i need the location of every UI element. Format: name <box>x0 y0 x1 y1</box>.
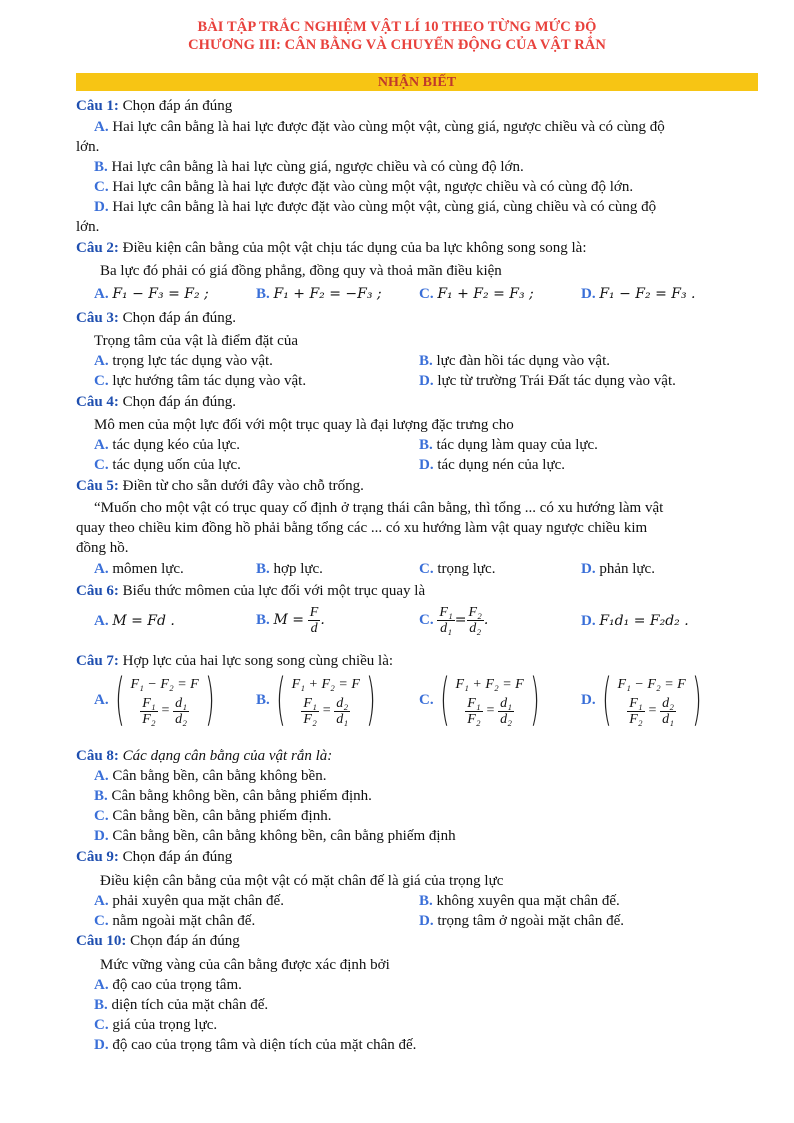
option-label: B. <box>94 788 108 804</box>
q5-option-a <box>94 560 184 578</box>
numerator: d₂ <box>662 695 674 711</box>
option-label: B. <box>256 691 270 708</box>
denominator: F₂ <box>629 711 643 727</box>
q4-option-a <box>94 436 240 454</box>
option-label: B. <box>256 561 270 577</box>
denominator: d₂ <box>469 621 482 637</box>
ratio-equation: $\frac{\text{F₁}}{\text{F₂}}$ = $\frac{\text{d₂}}{\text{d₁}}$ <box>629 695 674 727</box>
option-label: C. <box>419 561 434 577</box>
option-text: Cân bằng không bền, cân bằng phiếm định. <box>111 788 372 804</box>
denominator: F₂ <box>303 711 317 727</box>
left-paren: ( <box>114 667 125 732</box>
q7-option-c <box>419 667 546 732</box>
option-formula: F₁ − F₂ = F₃ . <box>599 286 696 302</box>
numerator: F₁ <box>303 695 317 711</box>
question-3 <box>76 309 236 327</box>
question-label: Câu 7: <box>76 653 119 669</box>
question-label: Câu 2: <box>76 240 119 256</box>
fraction <box>437 605 454 636</box>
option-text: mômen lực. <box>112 561 184 577</box>
punctuation: . <box>483 612 489 628</box>
option-text: phản lực. <box>599 561 655 577</box>
question-10 <box>76 932 240 950</box>
option-label: D. <box>581 691 596 708</box>
q5-intro-cont: quay theo chiều kim đồng hồ phải bằng tổng các ... có xu hướng làm vật quay ngược chiều kim <box>76 520 648 536</box>
option-label: C. <box>94 179 109 195</box>
question-9 <box>76 848 232 866</box>
question-6 <box>76 582 425 600</box>
option-text: độ cao của trọng tâm. <box>112 977 242 993</box>
sum-equation: F₁ + F₂ = F <box>455 676 524 692</box>
option-label: D. <box>581 613 596 629</box>
question-stem: Biểu thức mômen của lực đối với một trục quay là <box>122 583 426 599</box>
fraction <box>334 696 350 727</box>
option-label: D. <box>94 828 109 844</box>
option-label: D. <box>419 373 434 389</box>
question-label: Câu 10: <box>76 933 127 949</box>
option-text: lực từ trường Trái Đất tác dụng vào vật. <box>437 373 676 389</box>
q7-option-b <box>256 667 382 732</box>
fraction <box>627 696 644 727</box>
question-stem: Hợp lực của hai lực song song cùng chiều là: <box>122 653 394 669</box>
numerator: F₁ <box>467 695 481 711</box>
option-text: tác dụng uốn của lực. <box>112 457 241 473</box>
denominator: d₂ <box>500 711 512 727</box>
question-stem: Chọn đáp án đúng <box>122 98 233 114</box>
option-text: Cân bằng bền, cân bằng phiếm định. <box>112 808 332 824</box>
fraction <box>173 696 189 727</box>
option-formula: F₁ + F₂ = −F₃ ; <box>273 286 382 302</box>
question-2 <box>76 239 587 257</box>
question-label: Câu 5: <box>76 478 119 494</box>
numerator: F <box>309 605 319 621</box>
q2-option-b <box>256 285 382 303</box>
q9-intro: Điều kiện cân bằng của một vật có mặt chân đế là giá của trọng lực <box>100 873 504 889</box>
q9-option-a <box>94 892 284 910</box>
option-label: B. <box>419 353 433 369</box>
option-label: C. <box>94 457 109 473</box>
option-label: A. <box>94 613 109 629</box>
option-text: không xuyên qua mặt chân đế. <box>436 893 620 909</box>
option-text: trọng lực tác dụng vào vật. <box>112 353 273 369</box>
question-stem: Chọn đáp án đúng. <box>122 310 236 326</box>
option-label: B. <box>419 893 433 909</box>
sum-equation: F₁ + F₂ = F <box>291 676 360 692</box>
question-4 <box>76 393 236 411</box>
q3-option-b <box>419 352 610 370</box>
q9-option-d <box>419 912 624 930</box>
option-text: tác dụng nén của lực. <box>437 457 566 473</box>
question-label: Câu 4: <box>76 394 119 410</box>
option-label: A. <box>94 893 109 909</box>
option-label: B. <box>94 997 108 1013</box>
option-label: A. <box>94 437 109 453</box>
equation-system <box>130 674 198 727</box>
punctuation: . <box>320 612 325 628</box>
equation-system <box>455 674 523 727</box>
level-banner: NHẬN BIẾT <box>76 73 758 91</box>
question-8 <box>76 747 332 765</box>
right-paren: ) <box>365 667 376 732</box>
option-formula: F₁ + F₂ = F₃ ; <box>437 286 534 302</box>
numerator: F₁ <box>629 695 643 711</box>
q4-option-d <box>419 456 565 474</box>
denominator: F₂ <box>467 711 481 727</box>
q10-option-b <box>94 996 268 1014</box>
ratio-equation: $\frac{\text{F₁}}{\text{F₂}}$ = $\frac{\text{d₂}}{\text{d₁}}$ <box>303 695 349 727</box>
numerator: d₂ <box>336 695 349 711</box>
option-label: C. <box>419 286 434 302</box>
equation-system <box>292 674 360 727</box>
q1-option-d <box>94 198 656 216</box>
question-label: Câu 6: <box>76 583 119 599</box>
q6-option-a <box>94 612 175 630</box>
option-label: C. <box>94 373 109 389</box>
q10-option-a <box>94 976 242 994</box>
q1-option-b <box>94 158 524 176</box>
fraction <box>467 605 484 636</box>
denominator: d₂ <box>175 711 187 727</box>
ratio-equation: $\frac{\text{F₁}}{\text{F₂}}$ = $\frac{\text{d₁}}{\text{d₂}}$ <box>142 695 187 727</box>
question-1 <box>76 97 232 115</box>
fraction <box>465 696 482 727</box>
denominator: d₁ <box>440 621 452 637</box>
denominator: d <box>310 621 318 637</box>
right-paren: ) <box>691 667 702 732</box>
option-text: Hai lực cân bằng là hai lực được đặt vào cùng một vật, ngược chiều và có cùng độ lớn. <box>112 179 634 195</box>
option-text: tác dụng làm quay của lực. <box>436 437 598 453</box>
fraction <box>498 696 514 727</box>
fraction <box>140 696 157 727</box>
q2-option-a <box>94 285 209 303</box>
option-formula: M = Fd . <box>112 613 175 629</box>
q1-option-d-cont: lớn. <box>76 219 100 235</box>
option-text: trọng lực. <box>437 561 496 577</box>
q3-option-d <box>419 372 676 390</box>
option-formula: F₁ − F₃ = F₂ ; <box>112 286 209 302</box>
option-text: Hai lực cân bằng là hai lực được đặt vào cùng một vật, cùng giá, cùng chiều và có cùng độ <box>112 199 657 215</box>
option-label: C. <box>94 808 109 824</box>
q8-option-b <box>94 787 372 805</box>
equals-sign: = <box>454 612 467 628</box>
option-label: D. <box>419 913 434 929</box>
option-label: B. <box>256 286 270 302</box>
question-label: Câu 3: <box>76 310 119 326</box>
option-label: B. <box>256 612 270 628</box>
q1-option-a <box>94 118 665 136</box>
question-5 <box>76 477 364 495</box>
numerator: d₁ <box>175 695 187 711</box>
q5-intro: “Muốn cho một vật có trục quay cố định ở trạng thái cân bằng, thì tổng ... có xu hướng làm vật <box>94 500 664 516</box>
option-text: lực đàn hồi tác dụng vào vật. <box>436 353 611 369</box>
option-text: hợp lực. <box>273 561 323 577</box>
numerator: F₂ <box>468 605 482 621</box>
q3-option-c <box>94 372 306 390</box>
option-text: giá của trọng lực. <box>112 1017 218 1033</box>
left-paren: ( <box>601 667 612 732</box>
option-label: C. <box>94 913 109 929</box>
chapter-title: CHƯƠNG III: CÂN BẰNG VÀ CHUYỂN ĐỘNG CỦA VẬT RẮN <box>188 37 606 53</box>
option-label: C. <box>419 691 434 708</box>
q1-option-c <box>94 178 633 196</box>
option-label: D. <box>94 199 109 215</box>
question-stem: Chọn đáp án đúng <box>122 849 233 865</box>
option-label: A. <box>94 561 109 577</box>
option-text: diện tích của mặt chân đế. <box>111 997 269 1013</box>
option-label: A. <box>94 119 109 135</box>
question-label: Câu 9: <box>76 849 119 865</box>
q7-option-a <box>94 667 221 732</box>
document-title: BÀI TẬP TRẮC NGHIỆM VẬT LÍ 10 THEO TỪNG MỨC ĐỘ <box>197 19 597 35</box>
q4-option-b <box>419 436 598 454</box>
denominator: F₂ <box>142 711 156 727</box>
option-text: nằm ngoài mặt chân đế. <box>112 913 256 929</box>
q10-option-d <box>94 1036 416 1054</box>
q9-option-c <box>94 912 255 930</box>
option-label: D. <box>94 1037 109 1053</box>
left-paren: ( <box>275 667 286 732</box>
numerator: F₁ <box>439 605 453 621</box>
q1-option-a-cont: lớn. <box>76 139 100 155</box>
question-label: Câu 1: <box>76 98 119 114</box>
q6-option-c <box>419 600 488 640</box>
denominator: d₁ <box>336 711 349 727</box>
question-stem: Các dạng cân bằng của vật rắn là: <box>122 748 333 764</box>
q5-option-b <box>256 560 323 578</box>
numerator: d₁ <box>500 695 512 711</box>
fraction <box>660 696 676 727</box>
q9-option-b <box>419 892 620 910</box>
option-label: B. <box>94 159 108 175</box>
option-label: A. <box>94 977 109 993</box>
denominator: d₁ <box>662 711 674 727</box>
option-label: C. <box>94 1017 109 1033</box>
q2-option-d <box>581 285 695 303</box>
sum-equation: F₁ − F₂ = F <box>130 676 199 692</box>
numerator: F₁ <box>142 695 156 711</box>
option-text: Cân bằng bền, cân bằng không bền. <box>112 768 327 784</box>
q2-intro: Ba lực đó phải có giá đồng phẳng, đồng quy và thoả mãn điều kiện <box>100 263 502 279</box>
question-stem: Điền từ cho sẵn dưới đây vào chỗ trống. <box>122 478 364 494</box>
option-label: A. <box>94 286 109 302</box>
question-label: Câu 8: <box>76 748 119 764</box>
q10-intro: Mức vững vàng của cân bằng được xác định bởi <box>100 957 390 973</box>
q10-option-c <box>94 1016 217 1034</box>
option-text: Hai lực cân bằng là hai lực được đặt vào cùng một vật, cùng giá, ngược chiều và có cùng độ <box>112 119 665 135</box>
question-stem: Điều kiện cân bằng của một vật chịu tác dụng của ba lực không song song là: <box>122 240 587 256</box>
q4-intro: Mô men của một lực đối với một trục quay là đại lượng đặc trưng cho <box>94 417 514 433</box>
question-stem: Chọn đáp án đúng <box>130 933 240 949</box>
q5-option-c <box>419 560 495 578</box>
q2-option-c <box>419 285 534 303</box>
option-text: Cân bằng bền, cân bằng không bền, cân bằng phiếm định <box>112 828 456 844</box>
fraction <box>308 605 321 636</box>
q5-option-d <box>581 560 655 578</box>
right-paren: ) <box>529 667 540 732</box>
q3-intro: Trọng tâm của vật là điểm đặt của <box>94 333 298 349</box>
option-formula: M = <box>273 612 305 628</box>
q8-option-c <box>94 807 331 825</box>
q5-intro-end: đồng hồ. <box>76 540 129 556</box>
right-paren: ) <box>204 667 215 732</box>
sum-equation: F₁ − F₂ = F <box>617 676 686 692</box>
option-label: A. <box>94 768 109 784</box>
q8-option-d <box>94 827 456 845</box>
q6-option-d <box>581 612 689 630</box>
option-label: A. <box>94 353 109 369</box>
q7-option-d <box>581 667 708 732</box>
option-label: A. <box>94 691 109 708</box>
option-text: tác dụng kéo của lực. <box>112 437 241 453</box>
option-label: D. <box>419 457 434 473</box>
option-text: lực hướng tâm tác dụng vào vật. <box>112 373 307 389</box>
option-text: Hai lực cân bằng là hai lực cùng giá, ngược chiều và có cùng độ lớn. <box>111 159 524 175</box>
option-label: D. <box>581 561 596 577</box>
option-text: độ cao của trọng tâm và diện tích của mặt chân đế. <box>112 1037 417 1053</box>
q3-option-a <box>94 352 273 370</box>
option-label: B. <box>419 437 433 453</box>
equation-system <box>617 674 685 727</box>
option-text: trọng tâm ở ngoài mặt chân đế. <box>437 913 624 929</box>
q6-option-b <box>256 600 325 640</box>
left-paren: ( <box>439 667 450 732</box>
option-formula: F₁d₁ = F₂d₂ . <box>599 613 689 629</box>
option-text: phải xuyên qua mặt chân đế. <box>112 893 284 909</box>
option-label: D. <box>581 286 596 302</box>
ratio-equation: $\frac{\text{F₁}}{\text{F₂}}$ = $\frac{\text{d₁}}{\text{d₂}}$ <box>467 695 512 727</box>
question-stem: Chọn đáp án đúng. <box>122 394 236 410</box>
option-label: C. <box>419 612 434 628</box>
q8-option-a <box>94 767 326 785</box>
fraction <box>301 696 318 727</box>
q4-option-c <box>94 456 241 474</box>
